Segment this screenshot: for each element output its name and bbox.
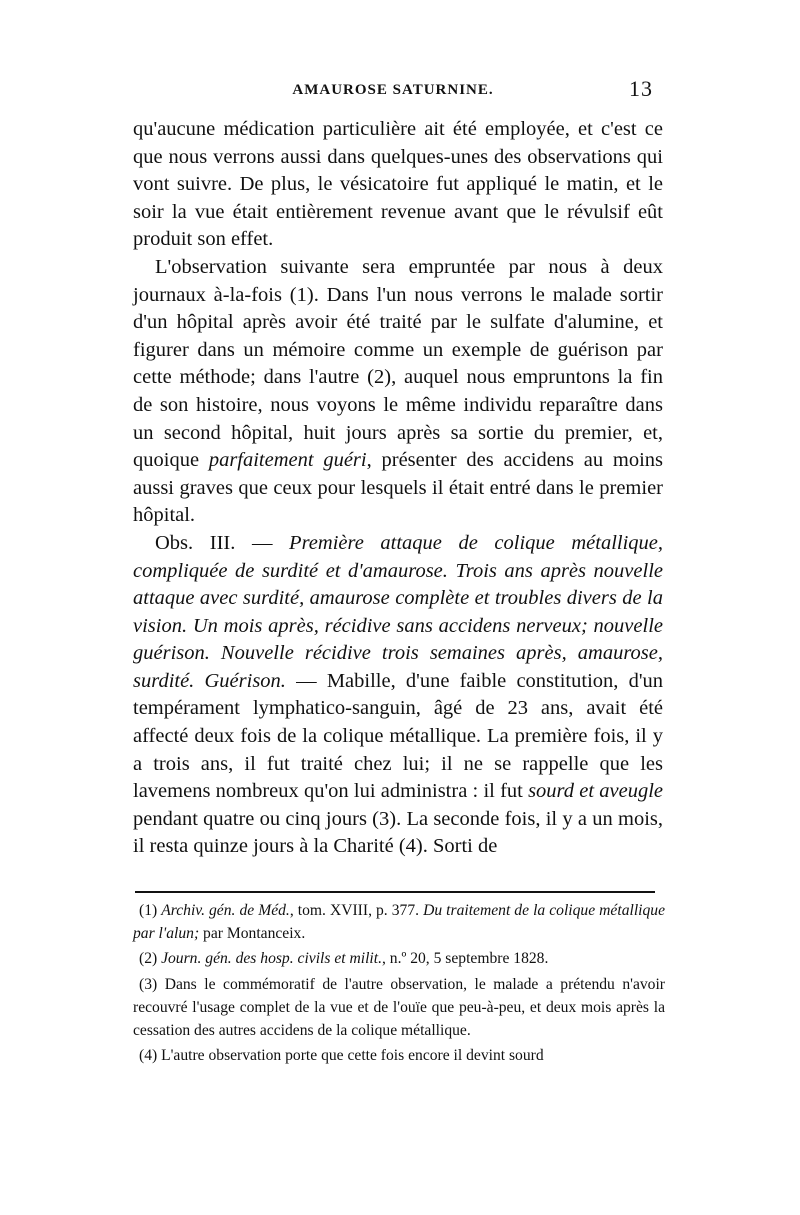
running-title: AMAUROSE SATURNINE. [292,82,494,98]
footnote-1-title: Du traitement de la colique métallique par l'alun; [133,902,665,943]
footnote-1-author: par Montanceix. [199,925,306,943]
page-number: 13 [629,76,653,101]
footnote-3: (3) Dans le commémoratif de l'autre observation, le malade a prétendu n'avoir recouvré l'usage complet de la vue et de l'ouïe que peu-à-peu, et deux mois après la cessation des autres accidens de la colique métallique. [133,975,665,1040]
footnote-2-source: Journ. gén. des hosp. civils et milit. [161,950,382,968]
paragraph-2-end: , présenter des accidens au moins aussi graves que ceux pour lesquels il était entré dans le premier hôpital. [133,449,663,527]
footnotes [133,899,665,1069]
main-text [133,116,663,861]
footnote-2-ref: , n.º 20, 5 septembre 1828. [381,950,549,968]
footnote-1-source: Archiv. gén. de Méd. [161,902,290,919]
footnote-1-num: (1) [139,902,162,919]
observation-summary: Première attaque de colique métallique, compliquée de surdité et d'amaurose. Trois ans après nouvelle attaque avec surdité, amaurose complète et troubles divers de la vision. Un mois après, récidive sans accidens nerveux; nouvelle guérison. Nouvelle récidive trois semaines après, amaurose, surdité. Guérison. [133,531,664,692]
footnote-2 [133,947,665,970]
observation-text-end: pendant quatre ou cinq jours (3). La seconde fois, il y a un mois, il resta quinze jours à la Charité (4). Sorti de [133,807,663,858]
observation-3 [133,530,663,861]
observation-italic: sourd et aveugle [528,780,664,803]
paragraph-2-italic: parfaitement guéri [208,449,367,472]
observation-label: Obs. III. — [155,531,290,554]
observation-text: Mabille, d'une faible constitution, d'un tempérament lymphatico-sanguin, âgé de 23 ans, avait été affecté deux fois de la colique métallique. La première fois, il y a trois ans, il fut traité chez lui; il ne se rappelle que les lavemens nombreux qu'on lui administra : il fut [133,669,664,803]
paragraph-2-text: L'observation suivante sera empruntée par nous à deux journaux à-la-fois (1). Dans l'un nous verrons le malade sortir d'un hôpital après avoir été traité par le sulfate d'alumine, et figurer dans un mémoire comme un exemple de guérison par cette méthode; dans l'autre (2), auquel nous empruntons la fin de son histoire, nous voyons le même individu reparaître dans un second hôpital, huit jours après sa sortie du premier, et, quoique [133,255,663,472]
paragraph-1: qu'aucune médication particulière ait été employée, et c'est ce que nous verrons aussi dans quelques-unes des observations qui vont suivre. De plus, le vésicatoire fut appliqué le matin, et le soir la vue était entièrement revenue avant que le révulsif eût produit son effet. [133,118,663,251]
footnote-1 [133,899,665,945]
footnote-2-num: (2) [139,950,162,968]
footnote-rule [135,891,655,893]
footnote-4: (4) L'autre observation porte que cette fois encore il devint sourd [139,1047,544,1065]
observation-dash: — [285,669,327,692]
paragraph-2 [133,254,663,530]
footnote-1-ref: , tom. XVIII, p. 377. [289,902,424,919]
running-header [133,76,653,106]
